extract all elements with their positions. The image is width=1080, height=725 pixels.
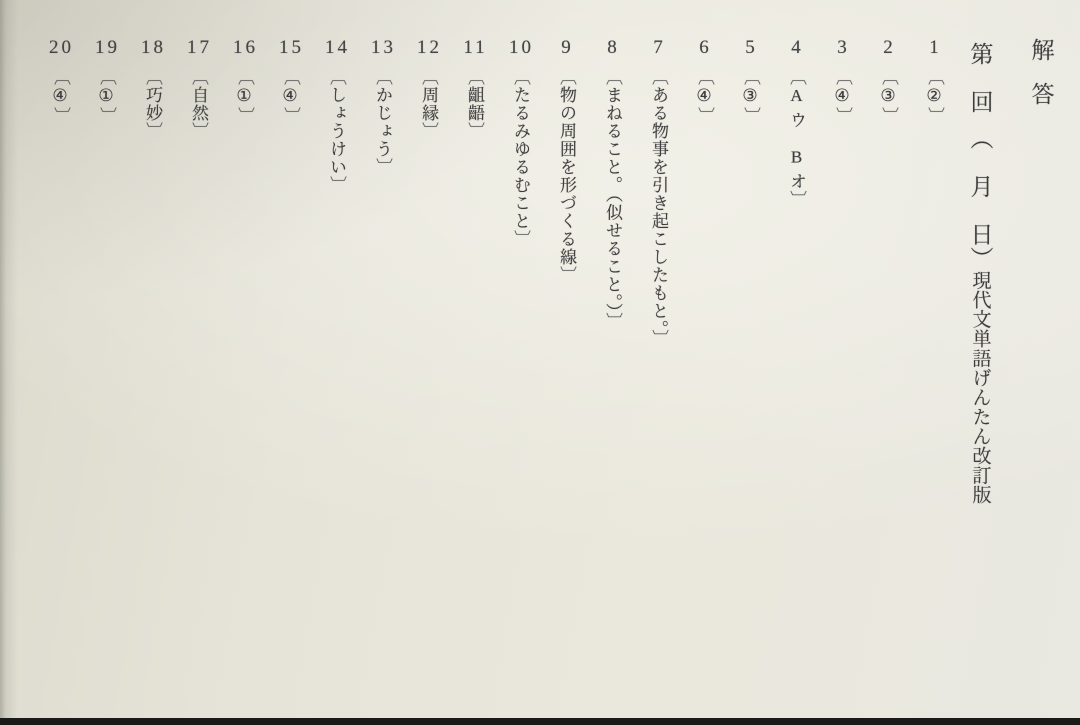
answer-item <box>83 34 129 718</box>
page-title-column <box>1018 34 1064 718</box>
item-number: 6 <box>699 37 712 58</box>
answer-item <box>819 34 865 718</box>
page-title: 解答 <box>1028 38 1054 126</box>
answer-item <box>773 34 819 718</box>
worksheet-header-title: 現代文単語げんたん改訂版 <box>969 270 991 505</box>
item-answer: 〔④〕 <box>281 68 300 125</box>
item-answer: 〔②〕 <box>925 68 944 125</box>
answer-item <box>405 34 451 718</box>
answer-item <box>313 34 359 718</box>
close-bracket: 〕 <box>879 107 898 125</box>
open-bracket: 〔 <box>649 68 668 86</box>
answer-item <box>359 34 405 718</box>
item-answer: 〔③〕 <box>879 68 898 125</box>
open-bracket: 〔 <box>235 68 254 86</box>
answer-item <box>543 34 589 718</box>
close-bracket: 〕 <box>787 190 806 209</box>
item-answer: 〔①〕 <box>235 68 254 125</box>
item-number: 3 <box>837 37 850 58</box>
item-number: 12 <box>417 37 442 58</box>
open-bracket: 〔 <box>51 68 70 86</box>
close-bracket: 〕 <box>373 158 392 176</box>
answer-item <box>635 34 681 718</box>
close-bracket: 〕 <box>327 176 346 194</box>
close-bracket: 〕 <box>281 107 300 125</box>
open-bracket: 〔 <box>419 68 438 86</box>
close-bracket: 〕 <box>97 107 116 125</box>
item-answer: 〔かじょう〕 <box>373 68 392 176</box>
answer-item <box>129 34 175 718</box>
answer-item <box>175 34 221 718</box>
open-bracket: 〔 <box>833 68 852 86</box>
item-number: 8 <box>607 37 620 58</box>
worksheet-header-column <box>957 34 1003 718</box>
item-number: 18 <box>141 37 166 58</box>
answer-item <box>37 34 83 718</box>
item-number: 10 <box>509 37 534 58</box>
open-bracket: 〔 <box>557 68 576 86</box>
open-bracket: 〔 <box>189 68 208 86</box>
item-number: 13 <box>371 37 396 58</box>
item-answer: 〔④〕 <box>695 68 714 125</box>
open-bracket: 〔 <box>603 68 622 86</box>
close-bracket: 〕 <box>741 107 760 125</box>
open-bracket: 〔 <box>879 68 898 86</box>
item-number: 15 <box>279 37 304 58</box>
item-number: 14 <box>325 37 350 58</box>
answer-item <box>451 34 497 718</box>
item-number: 17 <box>187 37 212 58</box>
open-bracket: 〔 <box>787 68 806 86</box>
close-bracket: 〕 <box>465 122 484 140</box>
item-answer: 〔ある物事を引き起こしたもと。〕 <box>649 68 668 348</box>
close-bracket: 〕 <box>189 122 208 140</box>
item-answer: 〔巧妙〕 <box>143 68 162 140</box>
worksheet-header <box>964 42 997 505</box>
close-bracket: 〕 <box>649 329 668 348</box>
item-answer: 〔④〕 <box>51 68 70 125</box>
item-answer: 〔まねること。（似せること。）〕 <box>603 68 622 331</box>
item-answer: 〔しょうけい〕 <box>327 68 346 194</box>
item-number: 1 <box>929 37 942 58</box>
item-answer: 〔周縁〕 <box>419 68 438 140</box>
item-answer: 〔A ウ B オ〕 <box>787 68 806 209</box>
item-number: 20 <box>49 37 74 58</box>
close-bracket: 〕 <box>235 107 254 125</box>
item-answer: 〔たるみゆるむこと〕 <box>511 68 530 248</box>
open-bracket: 〔 <box>741 68 760 86</box>
item-number: 2 <box>883 37 896 58</box>
item-answer: 〔①〕 <box>97 68 116 125</box>
open-bracket: 〔 <box>511 68 530 86</box>
close-bracket: 〕 <box>925 107 944 125</box>
item-number: 7 <box>653 37 666 58</box>
item-answer: 〔齟齬〕 <box>465 68 484 140</box>
item-answer: 〔物の周囲を形づくる線〕 <box>557 68 576 284</box>
item-number: 16 <box>233 37 258 58</box>
open-bracket: 〔 <box>465 68 484 86</box>
worksheet-header-blank: 第 回 （ 月 日） <box>967 42 993 271</box>
open-bracket: 〔 <box>925 68 944 86</box>
item-number: 9 <box>561 37 574 58</box>
item-number: 4 <box>791 37 804 58</box>
open-bracket: 〔 <box>695 68 714 86</box>
close-bracket: 〕 <box>51 107 70 125</box>
close-bracket: 〕 <box>695 107 714 125</box>
photo-bottom-edge <box>0 718 1080 725</box>
open-bracket: 〔 <box>327 68 346 86</box>
close-bracket: 〕 <box>833 107 852 125</box>
answer-item <box>497 34 543 718</box>
answer-item <box>221 34 267 718</box>
open-bracket: 〔 <box>373 68 392 86</box>
answer-item <box>911 34 957 718</box>
item-answer: 〔自然〕 <box>189 68 208 140</box>
close-bracket: 〕 <box>419 122 438 140</box>
answer-item <box>727 34 773 718</box>
item-number: 19 <box>95 37 120 58</box>
item-answer: 〔③〕 <box>741 68 760 125</box>
item-answer: 〔④〕 <box>833 68 852 125</box>
answer-item <box>589 34 635 718</box>
close-bracket: 〕 <box>143 122 162 140</box>
close-bracket: 〕 <box>603 312 622 331</box>
close-bracket: 〕 <box>511 230 530 248</box>
close-bracket: 〕 <box>557 266 576 284</box>
answer-item <box>267 34 313 718</box>
item-number: 5 <box>745 37 758 58</box>
open-bracket: 〔 <box>281 68 300 86</box>
open-bracket: 〔 <box>97 68 116 86</box>
item-number: 11 <box>463 37 488 58</box>
answer-item <box>865 34 911 718</box>
answer-item <box>681 34 727 718</box>
open-bracket: 〔 <box>143 68 162 86</box>
